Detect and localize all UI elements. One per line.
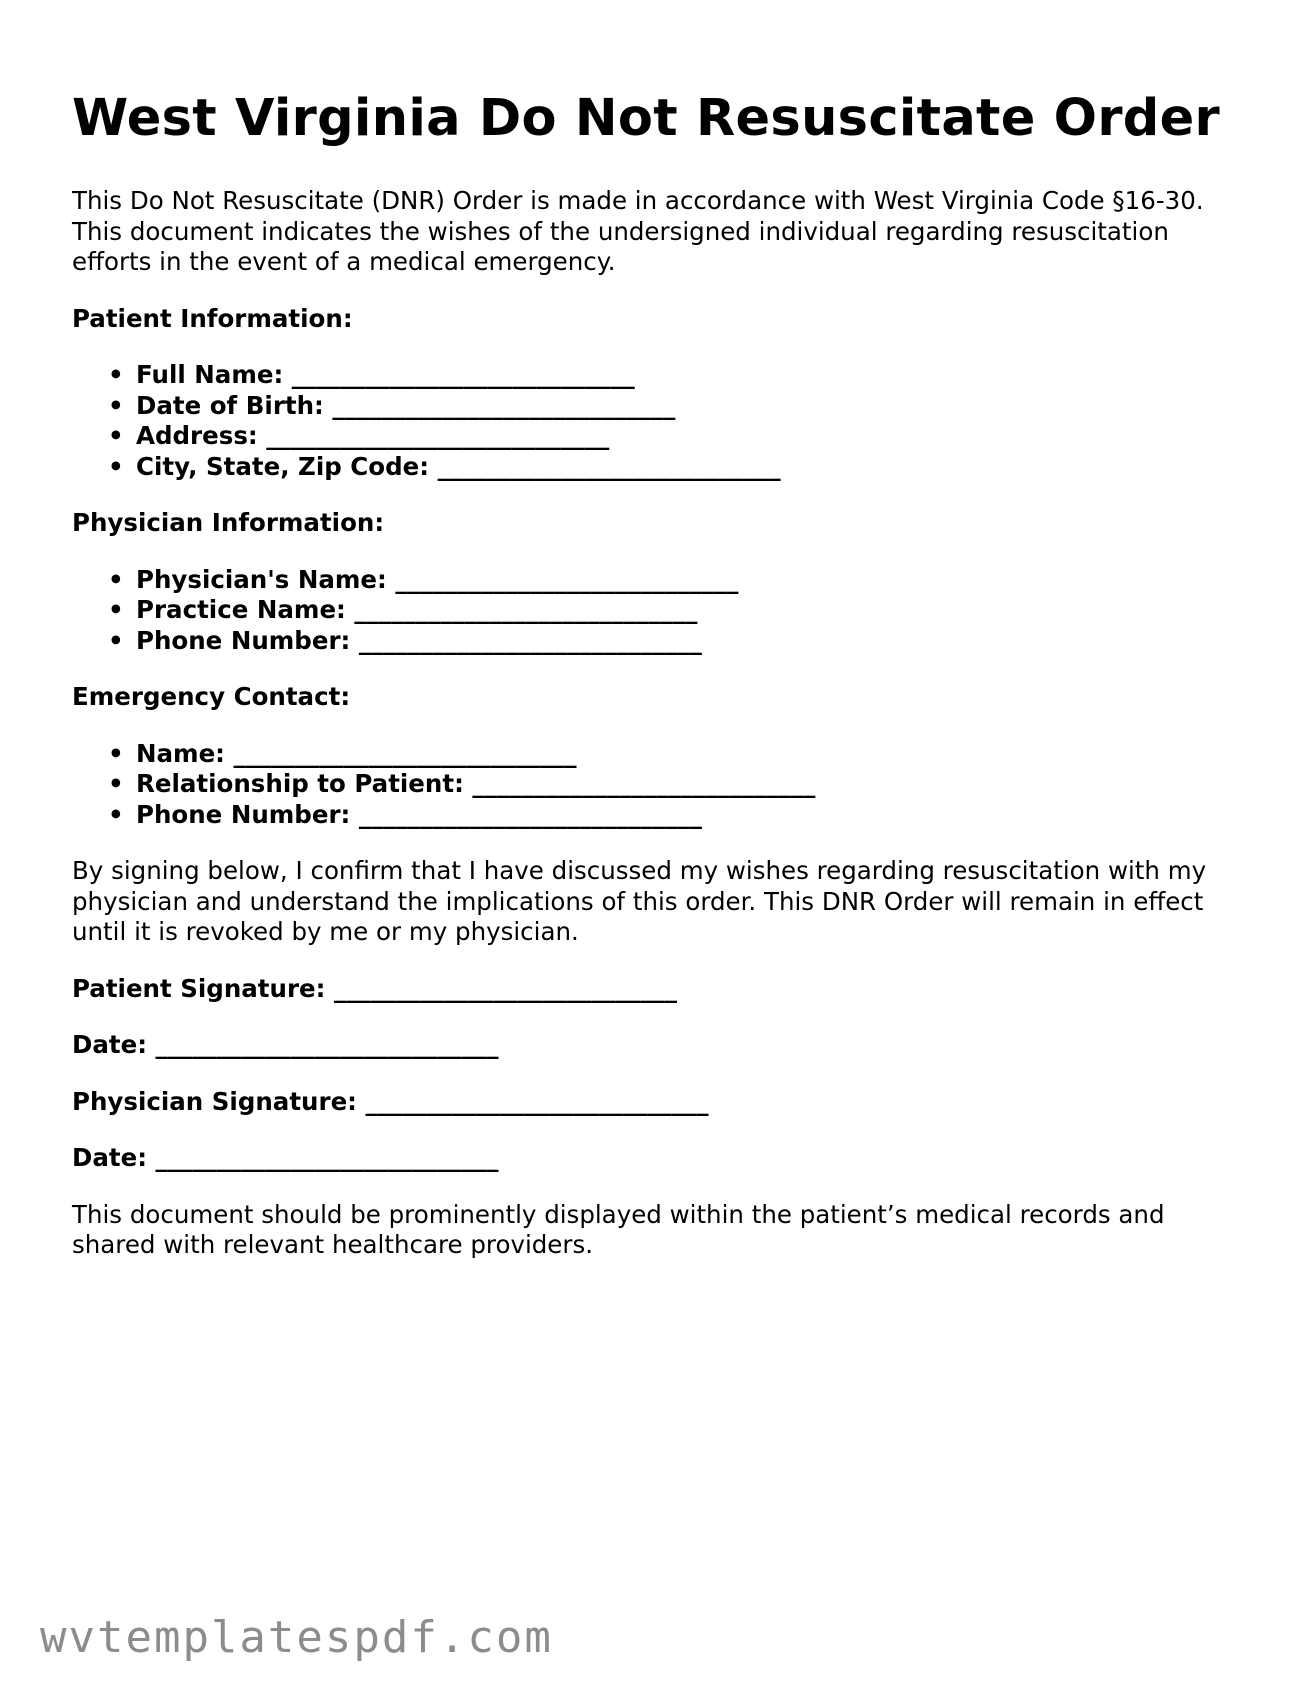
field-practice-name[interactable] [108, 595, 1232, 626]
physician-info-list [72, 565, 1232, 657]
bullet-icon: • [108, 390, 124, 420]
fill-blank[interactable]: ____________________________ [333, 973, 677, 1003]
field-label: Patient Signature: [72, 973, 326, 1003]
fill-blank[interactable]: ____________________________ [155, 1030, 499, 1059]
bullet-icon: • [108, 595, 124, 624]
field-full-name[interactable] [108, 360, 1232, 391]
field-label: Date: [72, 1143, 147, 1172]
field-label: Name: [136, 738, 225, 768]
fill-blank[interactable]: ____________________________ [437, 451, 781, 481]
field-contact-phone[interactable] [108, 799, 1232, 831]
emergency-contact-list [72, 739, 1232, 831]
fill-blank[interactable]: ____________________________ [233, 738, 577, 768]
physician-info-heading: Physician Information: [72, 508, 385, 537]
fill-blank[interactable]: ____________________________ [354, 595, 698, 624]
field-label: Date of Birth: [136, 390, 324, 420]
intro-paragraph: This Do Not Resuscitate (DNR) Order is made in accordance with West Virginia Code §16-30. This document indicates the wishes of the undersigned individual regarding resuscitation efforts in the event of a medical emergency. [72, 186, 1204, 276]
field-physician-name[interactable] [108, 564, 1232, 596]
bullet-icon: • [108, 738, 124, 768]
field-date-of-birth[interactable] [108, 390, 1232, 422]
field-label: Full Name: [136, 360, 284, 389]
field-label: Physician Signature: [72, 1086, 357, 1116]
fill-blank[interactable]: ____________________________ [365, 1086, 709, 1116]
patient-date-line[interactable] [72, 1030, 1232, 1061]
fill-blank[interactable]: ____________________________ [291, 360, 635, 389]
bullet-icon: • [108, 564, 124, 594]
emergency-contact-heading: Emergency Contact: [72, 682, 351, 711]
bullet-icon: • [108, 799, 124, 829]
field-city-state-zip[interactable] [108, 451, 1232, 483]
fill-blank[interactable]: ____________________________ [266, 421, 610, 450]
fill-blank[interactable]: ____________________________ [155, 1143, 499, 1172]
physician-signature-line[interactable] [72, 1087, 1232, 1118]
fill-blank[interactable]: ____________________________ [395, 564, 739, 594]
document-page [72, 88, 1232, 1261]
field-contact-name[interactable] [108, 738, 1232, 770]
bullet-icon: • [108, 451, 124, 481]
field-address[interactable] [108, 421, 1232, 452]
physician-date-line[interactable] [72, 1143, 1232, 1174]
watermark: wvtemplatespdf.com [40, 1612, 553, 1663]
patient-info-list [72, 360, 1232, 482]
bullet-icon: • [108, 769, 124, 798]
bullet-icon: • [108, 625, 124, 655]
field-label: Practice Name: [136, 595, 346, 624]
confirmation-paragraph: By signing below, I confirm that I have discussed my wishes regarding resuscitation with my physician and understand the implications of this order. This DNR Order will remain in effect until it is revoked by me or my physician. [72, 856, 1207, 946]
fill-blank[interactable]: ____________________________ [332, 390, 676, 420]
field-label: Date: [72, 1030, 147, 1059]
fill-blank[interactable]: ____________________________ [358, 799, 702, 829]
fill-blank[interactable]: ____________________________ [358, 625, 702, 655]
closing-paragraph: This document should be prominently displayed within the patient’s medical records and shared with relevant healthcare providers. [72, 1199, 1165, 1259]
field-label: Phone Number: [136, 625, 351, 655]
bullet-icon: • [108, 360, 124, 389]
patient-info-heading: Patient Information: [72, 303, 353, 333]
patient-signature-line[interactable] [72, 974, 1232, 1005]
field-label: Physician's Name: [136, 564, 387, 594]
field-label: City, State, Zip Code: [136, 451, 430, 481]
bullet-icon: • [108, 421, 124, 450]
field-label: Address: [136, 421, 258, 450]
field-label: Relationship to Patient: [136, 769, 464, 798]
document-title: West Virginia Do Not Resuscitate Order [72, 89, 1220, 148]
fill-blank[interactable]: ____________________________ [472, 769, 816, 798]
field-label: Phone Number: [136, 799, 351, 829]
field-physician-phone[interactable] [108, 625, 1232, 657]
field-relationship[interactable] [108, 769, 1232, 800]
